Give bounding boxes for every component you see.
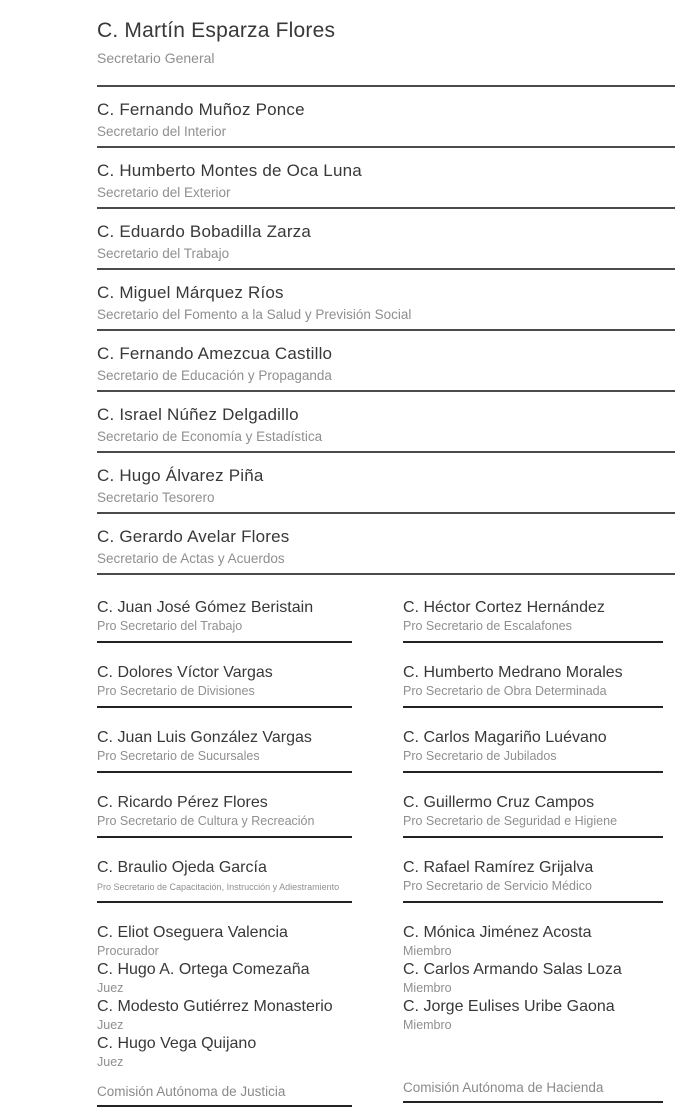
pro-secretaries-columns <box>97 598 675 1107</box>
list-item <box>97 148 675 209</box>
person-name: C. Carlos Armando Salas Loza <box>403 961 622 978</box>
commission-label: Comisión Autónoma de Justicia <box>97 1084 286 1099</box>
person-name: C. Miguel Márquez Ríos <box>97 283 284 302</box>
list-item <box>97 0 675 87</box>
list-item <box>97 514 675 575</box>
person-name: C. Guillermo Cruz Campos <box>403 794 595 811</box>
person-title: Secretario del Trabajo <box>97 246 230 261</box>
person-name: C. Juan Luis González Vargas <box>97 729 312 746</box>
person-title: Pro Secretario de Servicio Médico <box>403 879 592 893</box>
person-name: C. Fernando Muñoz Ponce <box>97 100 305 119</box>
list-item <box>97 331 675 392</box>
person-title: Secretario de Economía y Estadística <box>97 429 323 444</box>
person-title: Secretario del Interior <box>97 124 227 139</box>
person-title: Secretario Tesorero <box>97 490 215 505</box>
person-name: C. Carlos Magariño Luévano <box>403 729 607 746</box>
person-title: Pro Secretario de Divisiones <box>97 684 255 698</box>
person-title: Pro Secretario de Seguridad e Higiene <box>403 814 618 828</box>
person-name: C. Dolores Víctor Vargas <box>97 664 273 681</box>
list-item <box>97 728 352 773</box>
commission-label: Comisión Autónoma de Hacienda <box>403 1080 604 1095</box>
person-role: Juez <box>97 1055 124 1069</box>
main-secretaries-list <box>97 0 675 575</box>
list-item <box>403 598 663 643</box>
person-title: Pro Secretario de Obra Determinada <box>403 684 607 698</box>
list-item <box>97 858 352 903</box>
justice-commission-members <box>97 923 352 1071</box>
person-role: Miembro <box>403 944 452 958</box>
person-role: Juez <box>97 981 124 995</box>
list-item <box>97 392 675 453</box>
person-name: C. Eduardo Bobadilla Zarza <box>97 222 312 241</box>
list-item <box>97 598 352 643</box>
person-name: C. Humberto Montes de Oca Luna <box>97 161 362 180</box>
person-name: C. Hugo Vega Quijano <box>97 1035 257 1052</box>
list-item <box>97 997 352 1034</box>
person-role: Juez <box>97 1018 124 1032</box>
person-title: Pro Secretario de Capacitación, Instrucción y Adiestramiento <box>97 882 340 892</box>
person-role: Miembro <box>403 1018 452 1032</box>
person-name: C. Rafael Ramírez Grijalva <box>403 859 594 876</box>
list-item <box>97 663 352 708</box>
list-item <box>97 960 352 997</box>
person-name: C. Hugo A. Ortega Comezaña <box>97 961 310 978</box>
person-title: Pro Secretario de Jubilados <box>403 749 557 763</box>
person-name: C. Braulio Ojeda García <box>97 859 267 876</box>
person-title: Pro Secretario de Cultura y Recreación <box>97 814 315 828</box>
list-item <box>403 728 663 773</box>
person-title: Pro Secretario de Escalafones <box>403 619 572 633</box>
list-item <box>403 997 663 1034</box>
person-name: C. Juan José Gómez Beristain <box>97 599 314 616</box>
list-item <box>403 793 663 838</box>
person-title: Secretario General <box>97 50 215 66</box>
person-title: Pro Secretario de Sucursales <box>97 749 260 763</box>
right-column <box>403 598 663 1107</box>
list-item <box>403 923 663 960</box>
person-name: C. Hugo Álvarez Piña <box>97 466 264 485</box>
person-title: Secretario de Educación y Propaganda <box>97 368 332 383</box>
page-content <box>97 0 675 1107</box>
person-name: C. Gerardo Avelar Flores <box>97 527 290 546</box>
list-item <box>97 793 352 838</box>
person-name: C. Mónica Jiménez Acosta <box>403 924 592 941</box>
person-name: C. Martín Esparza Flores <box>97 19 336 42</box>
person-role: Procurador <box>97 944 159 958</box>
person-title: Secretario de Actas y Acuerdos <box>97 551 285 566</box>
person-name: C. Fernando Amezcua Castillo <box>97 344 333 363</box>
person-title: Secretario del Fomento a la Salud y Previsión Social <box>97 307 412 322</box>
person-name: C. Héctor Cortez Hernández <box>403 599 605 616</box>
person-title: Secretario del Exterior <box>97 185 231 200</box>
person-name: C. Israel Núñez Delgadillo <box>97 405 299 424</box>
person-name: C. Eliot Oseguera Valencia <box>97 924 288 941</box>
commission-caption-hacienda <box>403 1080 663 1103</box>
person-role: Miembro <box>403 981 452 995</box>
list-item <box>97 453 675 514</box>
list-item <box>97 923 352 960</box>
list-item <box>403 858 663 903</box>
list-item <box>97 87 675 148</box>
person-name: C. Humberto Medrano Morales <box>403 664 623 681</box>
commission-caption-justice <box>97 1084 352 1107</box>
person-name: C. Modesto Gutiérrez Monasterio <box>97 998 333 1015</box>
list-item <box>97 1034 352 1071</box>
list-item <box>97 209 675 270</box>
left-column <box>97 598 352 1107</box>
person-name: C. Jorge Eulises Uribe Gaona <box>403 998 615 1015</box>
list-item <box>97 270 675 331</box>
treasury-commission-members <box>403 923 663 1034</box>
person-title: Pro Secretario del Trabajo <box>97 619 243 633</box>
list-item <box>403 960 663 997</box>
person-name: C. Ricardo Pérez Flores <box>97 794 268 811</box>
list-item <box>403 663 663 708</box>
